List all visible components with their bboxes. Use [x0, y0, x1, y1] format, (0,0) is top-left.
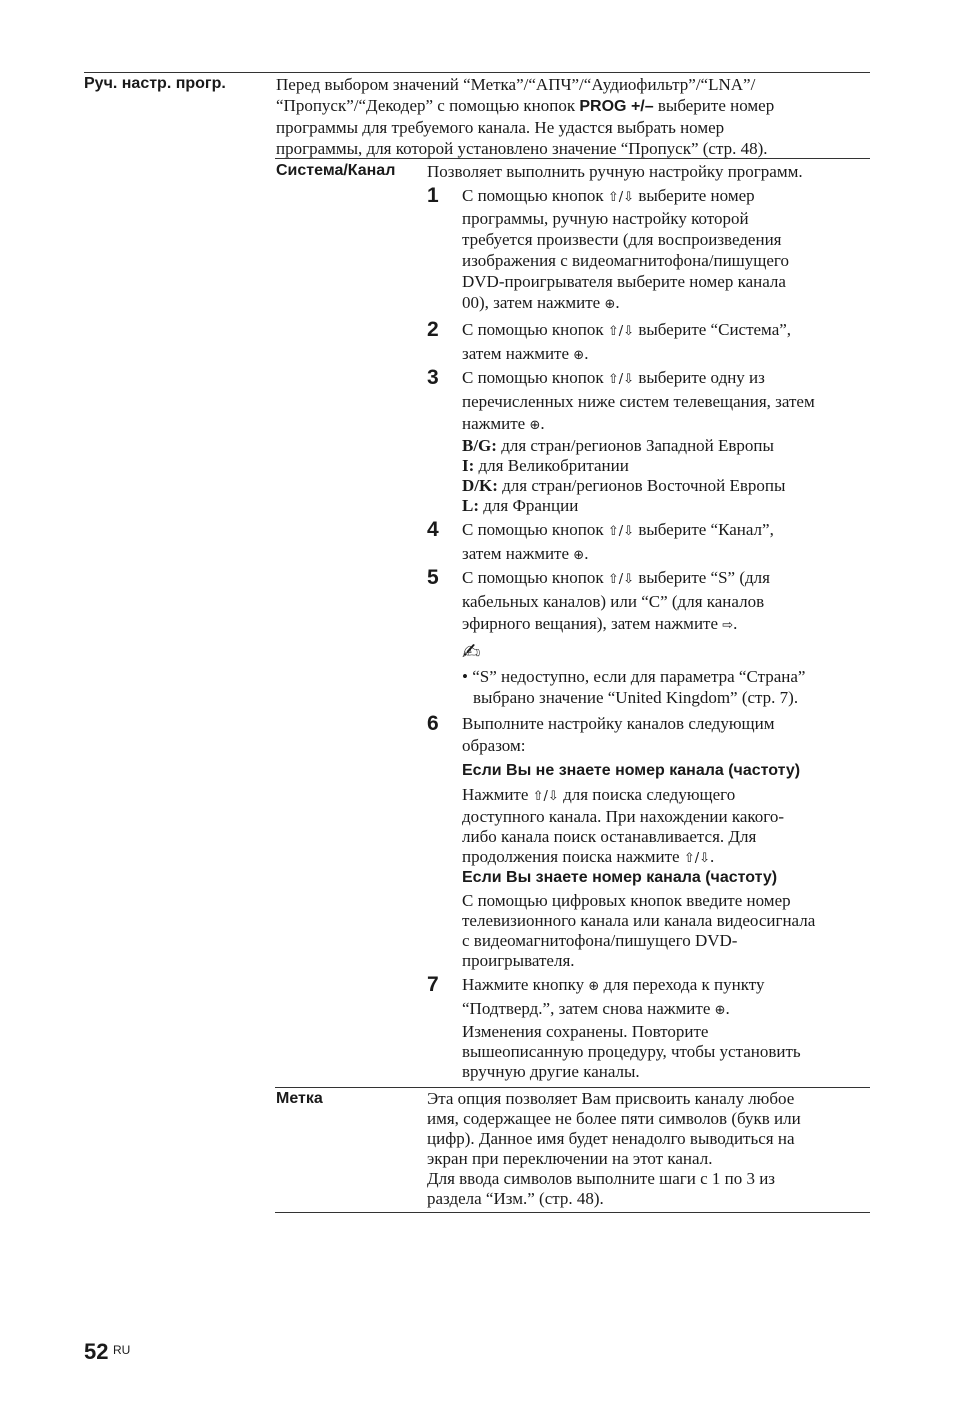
step-7-text: Нажмите кнопку ⊕ для перехода к пункту “Подтверд.”, затем снова нажмите ⊕. — [462, 975, 765, 1018]
step-1-text: С помощью кнопок ⇧/⇩ выберите номер программы, ручную настройку которой требуется произвести (для воспроизведения изображения с видеомагнитофона/пишущего DVD-проигрывателя выберите номер канала 00), затем нажмите ⊕. — [462, 186, 789, 312]
section-label: Руч. настр. прогр. — [84, 75, 226, 92]
enter-icon: ⊕ — [714, 1003, 726, 1018]
step-4-text: С помощью кнопок ⇧/⇩ выберите “Канал”, затем нажмите ⊕. — [462, 520, 774, 563]
note-text: • “S” недоступно, если для параметра “Страна” выбрано значение “United Kingdom” (стр. 7). — [462, 667, 806, 707]
system-dk: D/K: для стран/регионов Восточной Европы — [462, 476, 786, 495]
bottom-rule — [275, 1212, 870, 1213]
subheading-known-channel: Если Вы знаете номер канала (частоту) — [462, 869, 778, 886]
up-down-icon: ⇧/⇩ — [683, 851, 711, 866]
enter-icon: ⊕ — [604, 297, 616, 312]
enter-icon: ⊕ — [588, 979, 600, 994]
step-3-number: 3 — [427, 366, 439, 389]
up-down-icon: ⇧/⇩ — [607, 190, 635, 205]
up-down-icon: ⇧/⇩ — [607, 372, 635, 387]
system-bg: B/G: для стран/регионов Западной Европы — [462, 436, 774, 455]
right-arrow-icon: ⇨ — [722, 618, 734, 633]
intro-paragraph: Перед выбором значений “Метка”/“АПЧ”/“Аудиофильтр”/“LNA”/ “Пропуск”/“Декодер” с помощью кнопок PROG +/– выберите номер программы для требуемого канала. Не удастся выбрать номер программы, для которой установлено значение “Пропуск” (стр. 48). — [276, 75, 775, 158]
step-4-number: 4 — [427, 518, 439, 541]
unknown-channel-text: Нажмите ⇧/⇩ для поиска следующего доступного канала. При нахождении какого- либо канала поиск останавливается. Для продолжения поиска нажмите ⇧/⇩. — [462, 785, 785, 866]
rule-metka — [275, 1087, 870, 1088]
known-channel-text: С помощью цифровых кнопок введите номер телевизионного канала или канала видеосигнала с видеомагнитофона/пишущего DVD- проигрывателя. — [462, 891, 816, 970]
up-down-icon: ⇧/⇩ — [607, 524, 635, 539]
step-3-text: С помощью кнопок ⇧/⇩ выберите одну из перечисленных ниже систем телевещания, затем нажмите ⊕. — [462, 368, 815, 433]
enter-icon: ⊕ — [529, 418, 541, 433]
system-l: L: для Франции — [462, 496, 579, 515]
language-code: RU — [113, 1343, 131, 1357]
enter-icon: ⊕ — [573, 348, 585, 363]
tv-systems-list — [462, 436, 785, 516]
metka-text: Эта опция позволяет Вам присвоить каналу любое имя, содержащее не более пяти символов (букв или цифр). Данное имя будет ненадолго выводиться на экран при переключении на этот канал. Для ввода символов выполните шаги с 1 по 3 из раздела “Изм.” (стр. 48). — [427, 1089, 801, 1208]
up-down-icon: ⇧/⇩ — [607, 324, 635, 339]
step-1-number: 1 — [427, 184, 439, 207]
step-5-text: С помощью кнопок ⇧/⇩ выберите “S” (для кабельных каналов) или “C” (для каналов эфирного вещания), затем нажмите ⇨. — [462, 568, 770, 633]
step-7-result: Изменения сохранены. Повторите вышеописанную процедуру, чтобы установить вручную другие каналы. — [462, 1022, 801, 1081]
step-2-text: С помощью кнопок ⇧/⇩ выберите “Система”, затем нажмите ⊕. — [462, 320, 792, 363]
up-down-icon: ⇧/⇩ — [607, 572, 635, 587]
sistema-intro: Позволяет выполнить ручную настройку программ. — [427, 162, 803, 181]
note-pencil-icon: ✍ — [462, 640, 481, 665]
enter-icon: ⊕ — [573, 548, 585, 563]
subheading-unknown-channel: Если Вы не знаете номер канала (частоту) — [462, 762, 801, 779]
up-down-icon: ⇧/⇩ — [532, 789, 559, 804]
top-rule — [84, 72, 870, 73]
step-6-number: 6 — [427, 712, 439, 735]
sistema-label: Система/Канал — [276, 162, 396, 179]
metka-label: Метка — [276, 1090, 323, 1107]
step-2-number: 2 — [427, 318, 439, 341]
step-6-text: Выполните настройку каналов следующим образом: — [462, 714, 775, 755]
page-number: 52 — [84, 1339, 109, 1364]
system-i: I: для Великобритании — [462, 456, 629, 475]
step-7-number: 7 — [427, 973, 439, 996]
step-5-number: 5 — [427, 566, 439, 589]
